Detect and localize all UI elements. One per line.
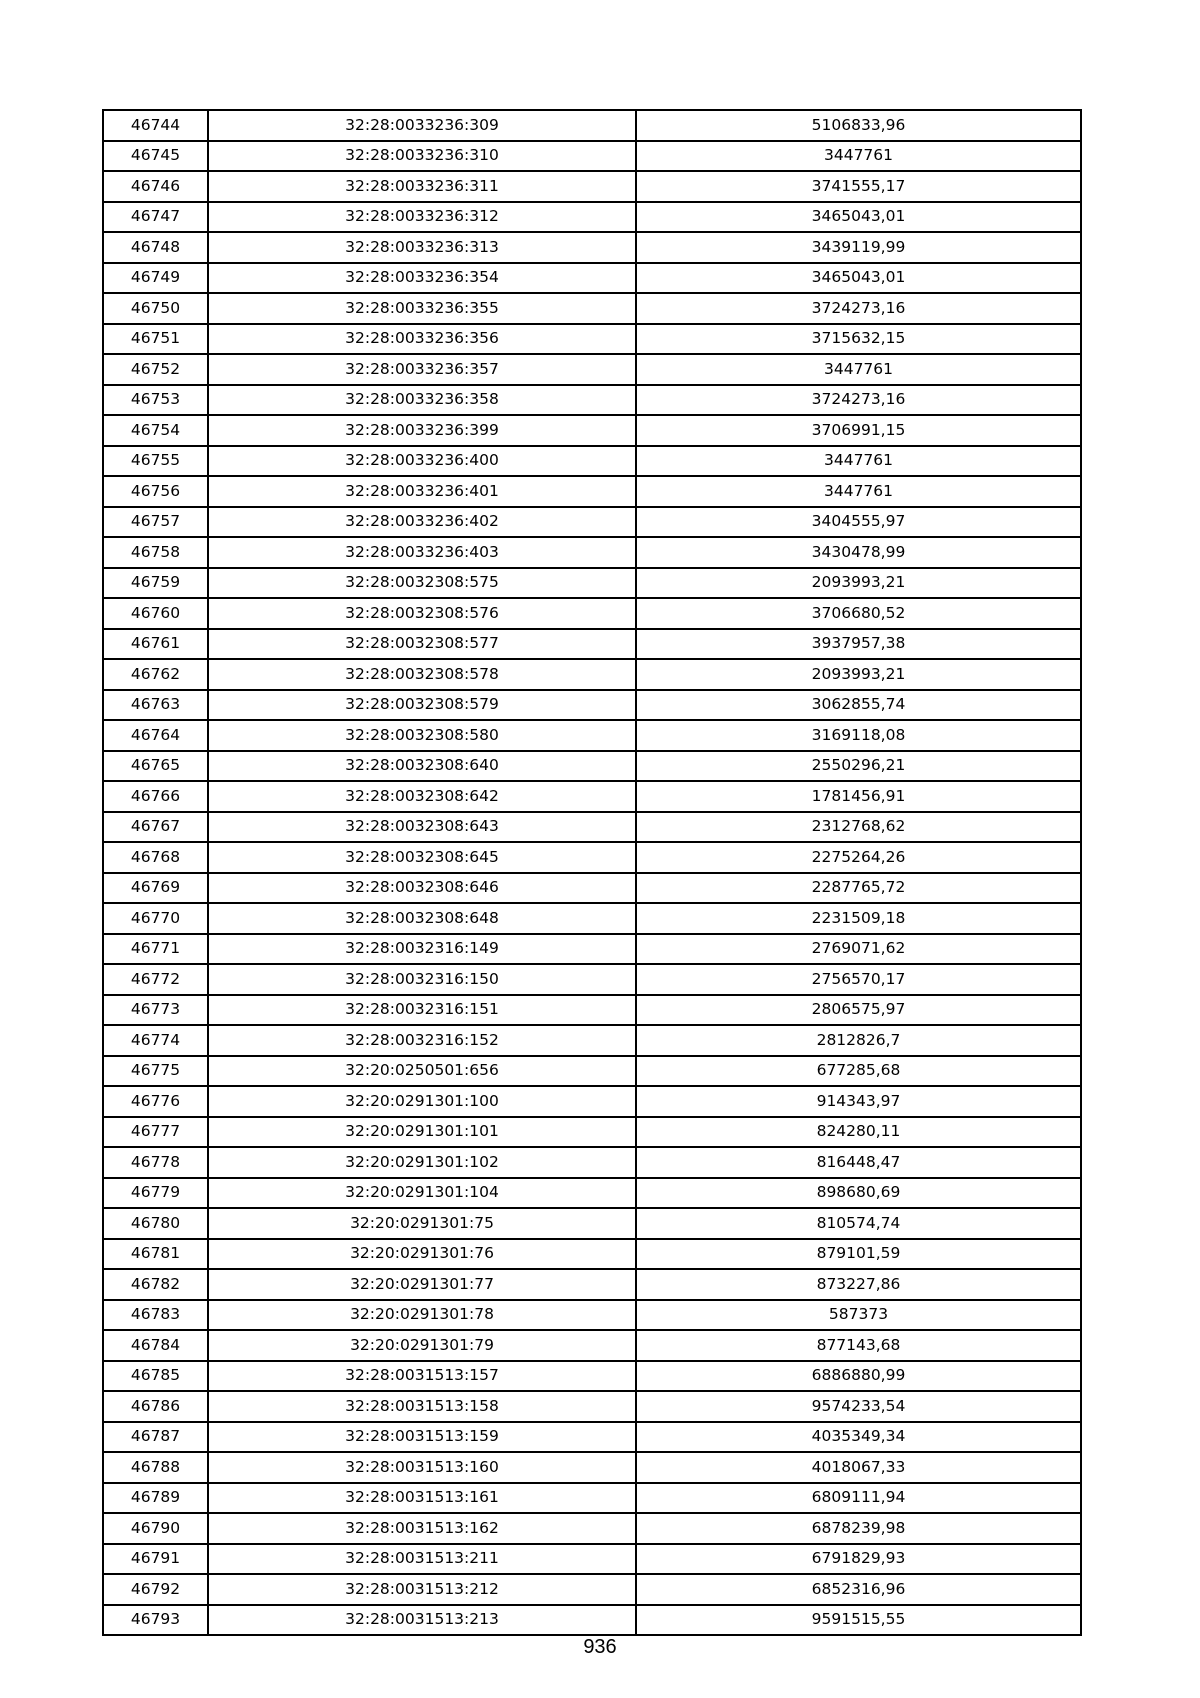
row-number-cell: 46793 xyxy=(103,1605,208,1636)
table-row xyxy=(103,964,1081,995)
cadastral-value-cell: 898680,69 xyxy=(636,1178,1081,1209)
row-number-cell: 46775 xyxy=(103,1056,208,1087)
cadastral-number-cell: 32:28:0032308:642 xyxy=(208,781,636,812)
cadastral-value-cell: 2275264,26 xyxy=(636,842,1081,873)
cadastral-number-cell: 32:20:0291301:79 xyxy=(208,1330,636,1361)
cadastral-number-cell: 32:28:0032316:150 xyxy=(208,964,636,995)
cadastral-value-cell: 3430478,99 xyxy=(636,537,1081,568)
cadastral-value-cell: 3724273,16 xyxy=(636,385,1081,416)
table-row xyxy=(103,1391,1081,1422)
row-number-cell: 46782 xyxy=(103,1269,208,1300)
cadastral-number-cell: 32:28:0032316:149 xyxy=(208,934,636,965)
cadastral-number-cell: 32:28:0032308:646 xyxy=(208,873,636,904)
row-number-cell: 46756 xyxy=(103,476,208,507)
cadastral-value-cell: 824280,11 xyxy=(636,1117,1081,1148)
cadastral-value-cell: 6886880,99 xyxy=(636,1361,1081,1392)
cadastral-number-cell: 32:20:0291301:102 xyxy=(208,1147,636,1178)
cadastral-number-cell: 32:28:0033236:310 xyxy=(208,141,636,172)
row-number-cell: 46754 xyxy=(103,415,208,446)
row-number-cell: 46748 xyxy=(103,232,208,263)
row-number-cell: 46783 xyxy=(103,1300,208,1331)
row-number-cell: 46762 xyxy=(103,659,208,690)
table-row xyxy=(103,1025,1081,1056)
cadastral-value-cell: 2287765,72 xyxy=(636,873,1081,904)
cadastral-value-cell: 3715632,15 xyxy=(636,324,1081,355)
cadastral-number-cell: 32:20:0291301:100 xyxy=(208,1086,636,1117)
row-number-cell: 46780 xyxy=(103,1208,208,1239)
cadastral-value-cell: 2312768,62 xyxy=(636,812,1081,843)
cadastral-number-cell: 32:28:0032308:643 xyxy=(208,812,636,843)
table-row xyxy=(103,720,1081,751)
row-number-cell: 46761 xyxy=(103,629,208,660)
table-row xyxy=(103,232,1081,263)
row-number-cell: 46789 xyxy=(103,1483,208,1514)
row-number-cell: 46771 xyxy=(103,934,208,965)
row-number-cell: 46765 xyxy=(103,751,208,782)
cadastral-value-cell: 3447761 xyxy=(636,354,1081,385)
cadastral-value-cell: 4018067,33 xyxy=(636,1452,1081,1483)
cadastral-value-cell: 2093993,21 xyxy=(636,568,1081,599)
table-row xyxy=(103,1300,1081,1331)
row-number-cell: 46763 xyxy=(103,690,208,721)
table-row xyxy=(103,873,1081,904)
table-row xyxy=(103,568,1081,599)
row-number-cell: 46745 xyxy=(103,141,208,172)
row-number-cell: 46776 xyxy=(103,1086,208,1117)
table-row xyxy=(103,1605,1081,1636)
cadastral-value-cell: 873227,86 xyxy=(636,1269,1081,1300)
table-row xyxy=(103,1513,1081,1544)
table-row xyxy=(103,995,1081,1026)
cadastral-value-cell: 3447761 xyxy=(636,446,1081,477)
row-number-cell: 46781 xyxy=(103,1239,208,1270)
cadastral-number-cell: 32:28:0033236:357 xyxy=(208,354,636,385)
row-number-cell: 46772 xyxy=(103,964,208,995)
row-number-cell: 46790 xyxy=(103,1513,208,1544)
cadastral-value-cell: 3169118,08 xyxy=(636,720,1081,751)
page-number: 936 xyxy=(583,1636,617,1658)
table-row xyxy=(103,659,1081,690)
cadastral-value-cell: 3439119,99 xyxy=(636,232,1081,263)
table-row xyxy=(103,1208,1081,1239)
cadastral-value-cell: 677285,68 xyxy=(636,1056,1081,1087)
cadastral-number-cell: 32:28:0032308:640 xyxy=(208,751,636,782)
table-row xyxy=(103,476,1081,507)
cadastral-number-cell: 32:28:0033236:399 xyxy=(208,415,636,446)
cadastral-number-cell: 32:20:0250501:656 xyxy=(208,1056,636,1087)
table-row xyxy=(103,1330,1081,1361)
cadastral-value-cell: 816448,47 xyxy=(636,1147,1081,1178)
row-number-cell: 46770 xyxy=(103,903,208,934)
cadastral-value-cell: 9591515,55 xyxy=(636,1605,1081,1636)
cadastral-number-cell: 32:20:0291301:78 xyxy=(208,1300,636,1331)
cadastral-number-cell: 32:28:0032316:151 xyxy=(208,995,636,1026)
table-row xyxy=(103,1086,1081,1117)
row-number-cell: 46752 xyxy=(103,354,208,385)
cadastral-value-cell: 2769071,62 xyxy=(636,934,1081,965)
table-row xyxy=(103,1544,1081,1575)
cadastral-value-cell: 6809111,94 xyxy=(636,1483,1081,1514)
table-row xyxy=(103,507,1081,538)
cadastral-number-cell: 32:28:0033236:311 xyxy=(208,171,636,202)
cadastral-number-cell: 32:28:0033236:313 xyxy=(208,232,636,263)
row-number-cell: 46757 xyxy=(103,507,208,538)
table-row xyxy=(103,324,1081,355)
cadastral-value-cell: 2812826,7 xyxy=(636,1025,1081,1056)
row-number-cell: 46746 xyxy=(103,171,208,202)
cadastral-number-cell: 32:28:0033236:403 xyxy=(208,537,636,568)
table-row xyxy=(103,781,1081,812)
table-row xyxy=(103,446,1081,477)
table-row xyxy=(103,1178,1081,1209)
cadastral-number-cell: 32:28:0033236:400 xyxy=(208,446,636,477)
cadastral-value-cell: 4035349,34 xyxy=(636,1422,1081,1453)
cadastral-number-cell: 32:28:0032308:580 xyxy=(208,720,636,751)
row-number-cell: 46768 xyxy=(103,842,208,873)
cadastral-number-cell: 32:28:0033236:354 xyxy=(208,263,636,294)
table-row xyxy=(103,537,1081,568)
cadastral-number-cell: 32:28:0032308:578 xyxy=(208,659,636,690)
row-number-cell: 46785 xyxy=(103,1361,208,1392)
row-number-cell: 46759 xyxy=(103,568,208,599)
cadastral-number-cell: 32:28:0032316:152 xyxy=(208,1025,636,1056)
cadastral-value-cell: 3937957,38 xyxy=(636,629,1081,660)
cadastral-number-cell: 32:20:0291301:101 xyxy=(208,1117,636,1148)
row-number-cell: 46788 xyxy=(103,1452,208,1483)
table-row xyxy=(103,1452,1081,1483)
cadastral-value-cell: 1781456,91 xyxy=(636,781,1081,812)
cadastral-value-cell: 3706991,15 xyxy=(636,415,1081,446)
table-row xyxy=(103,842,1081,873)
cadastral-value-cell: 5106833,96 xyxy=(636,110,1081,141)
cadastral-value-cell: 3404555,97 xyxy=(636,507,1081,538)
row-number-cell: 46778 xyxy=(103,1147,208,1178)
cadastral-number-cell: 32:28:0033236:356 xyxy=(208,324,636,355)
registry-table-body xyxy=(103,110,1081,1635)
row-number-cell: 46744 xyxy=(103,110,208,141)
cadastral-value-cell: 6852316,96 xyxy=(636,1574,1081,1605)
row-number-cell: 46758 xyxy=(103,537,208,568)
cadastral-value-cell: 914343,97 xyxy=(636,1086,1081,1117)
row-number-cell: 46755 xyxy=(103,446,208,477)
cadastral-number-cell: 32:28:0033236:358 xyxy=(208,385,636,416)
table-row xyxy=(103,1056,1081,1087)
cadastral-number-cell: 32:28:0033236:402 xyxy=(208,507,636,538)
cadastral-number-cell: 32:20:0291301:77 xyxy=(208,1269,636,1300)
cadastral-number-cell: 32:28:0032308:575 xyxy=(208,568,636,599)
row-number-cell: 46750 xyxy=(103,293,208,324)
row-number-cell: 46791 xyxy=(103,1544,208,1575)
cadastral-number-cell: 32:28:0032308:576 xyxy=(208,598,636,629)
cadastral-number-cell: 32:20:0291301:75 xyxy=(208,1208,636,1239)
row-number-cell: 46792 xyxy=(103,1574,208,1605)
cadastral-value-cell: 2806575,97 xyxy=(636,995,1081,1026)
cadastral-value-cell: 3741555,17 xyxy=(636,171,1081,202)
cadastral-value-cell: 2756570,17 xyxy=(636,964,1081,995)
cadastral-value-cell: 810574,74 xyxy=(636,1208,1081,1239)
cadastral-number-cell: 32:28:0033236:401 xyxy=(208,476,636,507)
table-row xyxy=(103,1239,1081,1270)
row-number-cell: 46777 xyxy=(103,1117,208,1148)
cadastral-number-cell: 32:28:0033236:312 xyxy=(208,202,636,233)
table-row xyxy=(103,385,1081,416)
cadastral-value-cell: 6878239,98 xyxy=(636,1513,1081,1544)
row-number-cell: 46760 xyxy=(103,598,208,629)
row-number-cell: 46764 xyxy=(103,720,208,751)
table-row xyxy=(103,354,1081,385)
row-number-cell: 46749 xyxy=(103,263,208,294)
cadastral-number-cell: 32:28:0031513:211 xyxy=(208,1544,636,1575)
cadastral-value-cell: 3465043,01 xyxy=(636,263,1081,294)
registry-table xyxy=(102,109,1082,1636)
row-number-cell: 46769 xyxy=(103,873,208,904)
cadastral-value-cell: 2093993,21 xyxy=(636,659,1081,690)
row-number-cell: 46787 xyxy=(103,1422,208,1453)
row-number-cell: 46779 xyxy=(103,1178,208,1209)
table-row xyxy=(103,1422,1081,1453)
cadastral-number-cell: 32:28:0033236:355 xyxy=(208,293,636,324)
row-number-cell: 46786 xyxy=(103,1391,208,1422)
table-row xyxy=(103,263,1081,294)
table-row xyxy=(103,1361,1081,1392)
row-number-cell: 46753 xyxy=(103,385,208,416)
cadastral-number-cell: 32:28:0031513:212 xyxy=(208,1574,636,1605)
row-number-cell: 46774 xyxy=(103,1025,208,1056)
table-row xyxy=(103,812,1081,843)
cadastral-number-cell: 32:28:0031513:162 xyxy=(208,1513,636,1544)
table-row xyxy=(103,629,1081,660)
table-row xyxy=(103,1483,1081,1514)
table-row xyxy=(103,171,1081,202)
table-row xyxy=(103,110,1081,141)
cadastral-value-cell: 9574233,54 xyxy=(636,1391,1081,1422)
cadastral-value-cell: 3465043,01 xyxy=(636,202,1081,233)
cadastral-number-cell: 32:28:0031513:160 xyxy=(208,1452,636,1483)
cadastral-value-cell: 3447761 xyxy=(636,141,1081,172)
row-number-cell: 46784 xyxy=(103,1330,208,1361)
table-row xyxy=(103,598,1081,629)
table-row xyxy=(103,293,1081,324)
table-row xyxy=(103,1117,1081,1148)
cadastral-value-cell: 879101,59 xyxy=(636,1239,1081,1270)
cadastral-number-cell: 32:28:0032308:579 xyxy=(208,690,636,721)
cadastral-value-cell: 2231509,18 xyxy=(636,903,1081,934)
cadastral-value-cell: 3062855,74 xyxy=(636,690,1081,721)
row-number-cell: 46751 xyxy=(103,324,208,355)
cadastral-number-cell: 32:20:0291301:104 xyxy=(208,1178,636,1209)
cadastral-number-cell: 32:28:0033236:309 xyxy=(208,110,636,141)
cadastral-number-cell: 32:28:0032308:577 xyxy=(208,629,636,660)
table-row xyxy=(103,690,1081,721)
table-row xyxy=(103,1269,1081,1300)
row-number-cell: 46773 xyxy=(103,995,208,1026)
row-number-cell: 46767 xyxy=(103,812,208,843)
table-row xyxy=(103,1147,1081,1178)
cadastral-value-cell: 6791829,93 xyxy=(636,1544,1081,1575)
table-row xyxy=(103,141,1081,172)
table-row xyxy=(103,1574,1081,1605)
table-row xyxy=(103,202,1081,233)
row-number-cell: 46747 xyxy=(103,202,208,233)
cadastral-number-cell: 32:28:0031513:157 xyxy=(208,1361,636,1392)
cadastral-number-cell: 32:20:0291301:76 xyxy=(208,1239,636,1270)
cadastral-value-cell: 3706680,52 xyxy=(636,598,1081,629)
cadastral-value-cell: 2550296,21 xyxy=(636,751,1081,782)
table-row xyxy=(103,751,1081,782)
cadastral-number-cell: 32:28:0031513:213 xyxy=(208,1605,636,1636)
cadastral-number-cell: 32:28:0032308:648 xyxy=(208,903,636,934)
table-row xyxy=(103,415,1081,446)
cadastral-value-cell: 877143,68 xyxy=(636,1330,1081,1361)
cadastral-value-cell: 587373 xyxy=(636,1300,1081,1331)
cadastral-number-cell: 32:28:0031513:159 xyxy=(208,1422,636,1453)
cadastral-number-cell: 32:28:0031513:158 xyxy=(208,1391,636,1422)
row-number-cell: 46766 xyxy=(103,781,208,812)
table-row xyxy=(103,903,1081,934)
cadastral-value-cell: 3447761 xyxy=(636,476,1081,507)
cadastral-number-cell: 32:28:0032308:645 xyxy=(208,842,636,873)
cadastral-value-cell: 3724273,16 xyxy=(636,293,1081,324)
cadastral-number-cell: 32:28:0031513:161 xyxy=(208,1483,636,1514)
table-row xyxy=(103,934,1081,965)
